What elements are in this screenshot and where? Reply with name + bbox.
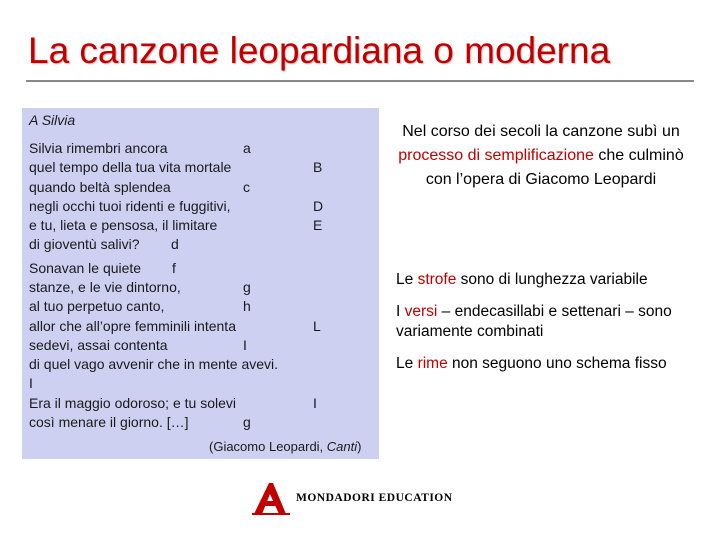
rhyme-mark: E [313,217,323,233]
rhyme-mark: a [243,140,251,156]
rhyme-mark: I [243,337,247,353]
credit-author: (Giacomo Leopardi, [209,439,327,454]
feature-list [396,270,706,386]
feature-pre: Le [396,271,418,288]
poem-box [22,108,379,459]
feature-post: sono di lunghezza variabile [456,271,648,288]
poem-line: Sonavan le quiete [29,260,142,276]
feature-key: rime [417,355,448,372]
poem-line: stanze, e le vie dintorno, [29,279,181,295]
poem-credit [209,437,361,456]
feature-versi [396,302,706,342]
publisher-logo [252,480,482,516]
feature-key: versi [404,303,438,320]
poem-line: di quel vago avvenir che in mente avevi. [29,356,279,372]
intro-text [392,120,690,192]
feature-strofe [396,270,706,290]
rhyme-mark: L [313,318,321,334]
rhyme-mark: I [313,395,317,411]
rhyme-mark: f [172,260,176,276]
rhyme-mark: D [313,198,324,214]
rhyme-mark: d [171,236,179,252]
feature-post: – endecasillabi e settenari – sono variamente combinati [396,303,672,340]
poem-line: I [29,375,33,391]
credit-work: Canti [326,439,358,454]
mondadori-a-logo-icon [252,480,292,516]
poem-line: Era il maggio odoroso; e tu solevi [29,395,236,411]
poem-line: Silvia rimembri ancora [29,140,168,156]
feature-key: strofe [417,271,457,288]
poem-line: quando beltà splendea [29,179,171,195]
credit-close: ) [357,439,362,454]
poem-title: A Silvia [29,112,76,128]
title-divider [26,80,694,82]
poem-line: così menare il giorno. […] [29,414,189,430]
poem-line: quel tempo della tua vita mortale [29,159,232,175]
feature-post: non seguono uno schema fisso [447,355,667,372]
rhyme-mark: g [243,279,251,295]
rhyme-mark: h [243,298,251,314]
intro-highlight: processo di semplificazione [398,147,594,164]
poem-line: al tuo perpetuo canto, [29,298,165,314]
rhyme-mark: B [313,159,323,175]
poem-line: di gioventù salivi? [29,236,140,252]
intro-part1: Nel corso dei secoli la canzone subì un [402,123,680,140]
feature-rime [396,354,706,374]
poem-line: sedevi, assai contenta [29,337,168,353]
intro-part2: che culminò con l’opera di Giacomo Leopardi [425,147,684,188]
feature-pre: I [396,303,405,320]
publisher-name: MONDADORI EDUCATION [296,492,453,504]
poem-line: allor che all’opre femminili intenta [29,318,236,334]
feature-pre: Le [396,355,418,372]
slide-title: La canzone leopardiana o moderna [28,30,611,71]
poem-line: e tu, lieta e pensosa, il limitare [29,217,218,233]
poem-line: negli occhi tuoi ridenti e fuggitivi, [29,198,231,214]
rhyme-mark: g [243,414,251,430]
rhyme-mark: c [243,179,250,195]
